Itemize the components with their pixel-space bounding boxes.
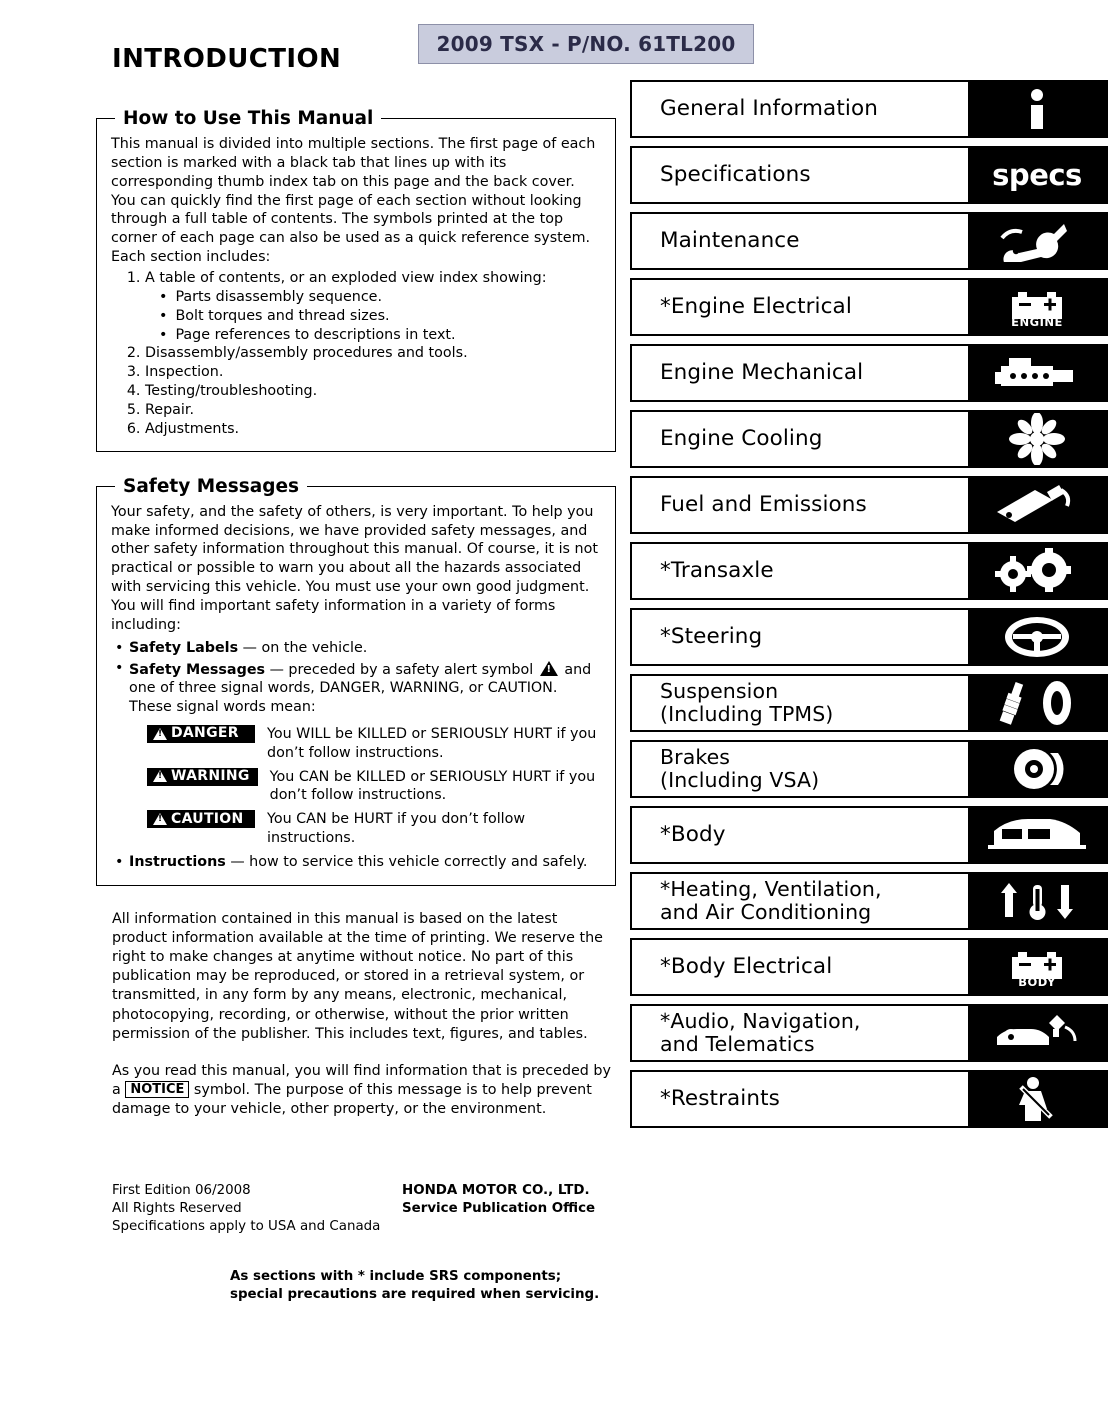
each-section-intro: Each section includes: — [111, 249, 271, 266]
tab-label: *Engine Electrical — [660, 293, 852, 319]
tab-heating-ventilation-air-conditioning[interactable] — [630, 872, 1108, 930]
footer-left — [112, 1182, 402, 1236]
tab-label: *Body — [660, 821, 726, 847]
specs-text-icon: specs — [968, 148, 1106, 202]
copyright-paragraph: All information contained in this manual is based on the latest product information available at the time of printing. We reserve the right to make changes at anytime without notice. No part of this publication may be reproduced, or stored in a retrieval system, or transmitted, in any form by any means, electronic, mechanical, photocopying, recording, or otherwise, without the prior written permission of the publisher. This includes text, figures, and tables. — [112, 910, 603, 1042]
gears-icon — [968, 544, 1106, 598]
wrench-hand-icon — [968, 214, 1106, 268]
tab-general-information[interactable] — [630, 80, 1108, 138]
safety-labels-term: Safety Labels — [129, 639, 239, 656]
tab-suspension[interactable] — [630, 674, 1108, 732]
list-item: 3. Inspection. — [145, 363, 601, 382]
list-item: 4. Testing/troubleshooting. — [145, 382, 601, 401]
table-row — [147, 768, 601, 805]
tab-label-line-2: (Including TPMS) — [660, 702, 834, 726]
tab-fuel-and-emissions[interactable] — [630, 476, 1108, 534]
car-body-icon — [968, 808, 1106, 862]
alert-triangle-icon — [153, 770, 167, 782]
notice-text-a: As you read this manual, you will find information that is preceded by a — [112, 1062, 611, 1099]
seatbelt-occupant-icon — [968, 1072, 1106, 1126]
list-item: 2. Disassembly/assembly procedures and tools. — [145, 344, 601, 363]
tab-label-line-1: Suspension — [660, 679, 779, 704]
list-item: • Parts disassembly sequence. — [159, 288, 601, 307]
document-id-banner — [418, 24, 754, 64]
tab-label-line-1: Brakes — [660, 745, 731, 770]
warning-badge — [147, 768, 258, 786]
tab-body-electrical[interactable] — [630, 938, 1108, 996]
tab-label: *Restraints — [660, 1085, 780, 1111]
tab-label-lines — [660, 680, 833, 726]
danger-description: You WILL be KILLED or SERIOUSLY HURT if you don’t follow instructions. — [267, 726, 597, 761]
section-index-tabs — [630, 80, 1108, 1136]
tab-engine-electrical[interactable] — [630, 278, 1108, 336]
tab-label: General Information — [660, 95, 878, 121]
tab-label: Specifications — [660, 161, 811, 187]
safety-messages-legend: Safety Messages — [123, 475, 300, 497]
tab-audio-navigation-telematics[interactable] — [630, 1004, 1108, 1062]
footer-columns — [112, 1182, 632, 1236]
tab-label: *Steering — [660, 623, 763, 649]
srs-note-line-2: special precautions are required when servicing. — [230, 1286, 600, 1302]
notice-paragraph — [96, 1062, 616, 1119]
warning-description: You CAN be KILLED or SERIOUSLY HURT if you don’t follow instructions. — [269, 768, 596, 804]
tab-brakes[interactable] — [630, 740, 1108, 798]
list-item: • Bolt torques and thread sizes. — [159, 307, 601, 326]
document-id-text: 2009 TSX - P/NO. 61TL200 — [436, 32, 736, 56]
tab-label-line-1: *Audio, Navigation, — [660, 1009, 861, 1034]
tab-label-lines — [660, 878, 882, 924]
rights-text: All Rights Reserved — [112, 1200, 242, 1216]
tab-engine-mechanical[interactable] — [630, 344, 1108, 402]
status-badge: WARNING — [171, 768, 250, 785]
safety-messages-text-b: and one of three signal words, DANGER, WARNING, or CAUTION. These signal words mean: — [129, 661, 592, 716]
notice-text-b: symbol. The purpose of this message is to help prevent damage to your vehicle, other property, or the environment. — [112, 1082, 592, 1118]
tab-label — [632, 742, 968, 796]
tab-specifications[interactable] — [630, 146, 1108, 204]
icon-caption: ENGINE — [1011, 315, 1063, 329]
instructions-item — [115, 853, 601, 872]
list-item: 1. A table of contents, or an exploded view index showing: — [145, 269, 601, 288]
tab-label: Engine Cooling — [660, 425, 823, 451]
tab-label-lines — [660, 1010, 861, 1056]
safety-messages-item — [115, 659, 601, 847]
brake-disc-icon — [968, 742, 1106, 796]
instructions-text: — how to service this vehicle correctly and safely. — [225, 853, 588, 870]
list-item: 6. Adjustments. — [145, 420, 601, 439]
caution-description: You CAN be HURT if you don’t follow instructions. — [267, 811, 526, 846]
safety-messages-section — [96, 476, 616, 886]
safety-alert-symbol-icon — [540, 661, 558, 676]
alert-triangle-icon — [153, 813, 167, 825]
notice-symbol: NOTICE — [125, 1081, 189, 1098]
tab-label: *Transaxle — [660, 557, 774, 583]
safety-paragraph-1: Your safety, and the safety of others, is very important. To help you make informed decisions, we have provided safety messages, and other safety information throughout this manual. Of course, it is not practical or possible to warn you about all the hazards associated with servicing this vehicle. You must use your own good judgment. — [111, 503, 598, 596]
list-item: • Page references to descriptions in text. — [159, 326, 601, 345]
safety-paragraph-2: You will find important safety information in a variety of forms including: — [111, 598, 556, 633]
left-column — [96, 108, 616, 1137]
tab-transaxle[interactable] — [630, 542, 1108, 600]
shock-absorber-tire-icon — [968, 676, 1106, 730]
footer-right — [402, 1182, 595, 1236]
tab-label-line-1: *Heating, Ventilation, — [660, 877, 882, 902]
satellite-car-icon — [968, 1006, 1106, 1060]
publication-office: Service Publication Office — [402, 1200, 596, 1216]
srs-note — [230, 1268, 632, 1303]
safety-messages-term: Safety Messages — [129, 661, 266, 678]
battery-body-icon — [968, 940, 1106, 994]
safety-messages-text-a: — preceded by a safety alert symbol — [265, 661, 538, 678]
tab-label: Fuel and Emissions — [660, 491, 867, 517]
tab-engine-cooling[interactable] — [630, 410, 1108, 468]
battery-engine-icon — [968, 280, 1106, 334]
fuel-nozzle-icon — [968, 478, 1106, 532]
exploded-view-sublist — [145, 288, 601, 345]
footer — [112, 1182, 632, 1303]
tab-label — [632, 874, 968, 928]
table-row — [147, 810, 601, 847]
safety-forms-list — [111, 639, 601, 872]
caution-badge — [147, 810, 255, 828]
how-to-use-legend: How to Use This Manual — [123, 108, 374, 129]
thermometer-airflow-icon — [968, 874, 1106, 928]
tab-label: Engine Mechanical — [660, 359, 864, 385]
tab-label — [632, 1006, 968, 1060]
cooling-fan-icon — [968, 412, 1106, 466]
safety-labels-text: — on the vehicle. — [238, 639, 368, 656]
how-to-use-section — [96, 108, 616, 452]
tab-label-line-2: and Telematics — [660, 1032, 815, 1056]
status-badge: DANGER — [171, 725, 239, 742]
srs-note-line-1: As sections with * include SRS components; — [230, 1268, 562, 1284]
steering-wheel-icon — [968, 610, 1106, 664]
table-row — [147, 725, 601, 762]
tab-body[interactable] — [630, 806, 1108, 864]
signal-words-table — [147, 725, 601, 847]
tab-label-lines — [660, 746, 819, 792]
tab-label: *Body Electrical — [660, 953, 833, 979]
icon-caption: BODY — [1018, 975, 1056, 989]
company-name: HONDA MOTOR CO., LTD. — [402, 1183, 590, 1198]
danger-badge — [147, 725, 255, 743]
instructions-term: Instructions — [129, 853, 226, 870]
tab-label-line-2: (Including VSA) — [660, 768, 820, 792]
tab-label: Maintenance — [660, 227, 800, 253]
engine-block-icon — [968, 346, 1106, 400]
tab-label — [632, 676, 968, 730]
list-item: 5. Repair. — [145, 401, 601, 420]
edition-text: First Edition 06/2008 — [112, 1183, 251, 1198]
tab-restraints[interactable] — [630, 1070, 1108, 1128]
alert-triangle-icon — [153, 728, 167, 740]
person-info-icon — [968, 82, 1106, 136]
section-includes-list — [111, 269, 601, 439]
page-title: INTRODUCTION — [112, 44, 342, 74]
safety-labels-item — [115, 639, 601, 658]
tab-steering[interactable] — [630, 608, 1108, 666]
status-badge: CAUTION — [171, 810, 244, 827]
tab-label-line-2: and Air Conditioning — [660, 900, 872, 924]
specs-applicability-text: Specifications apply to USA and Canada — [112, 1218, 381, 1234]
how-to-use-intro: This manual is divided into multiple sections. The first page of each section is marked with a black tab that lines up with its corresponding thumb index tab on this page and the back cover. You can quickly find the first page of each section without looking through a full table of contents. The symbols printed at the top corner of each page can also be used as a quick reference system. — [111, 136, 596, 247]
tab-maintenance[interactable] — [630, 212, 1108, 270]
